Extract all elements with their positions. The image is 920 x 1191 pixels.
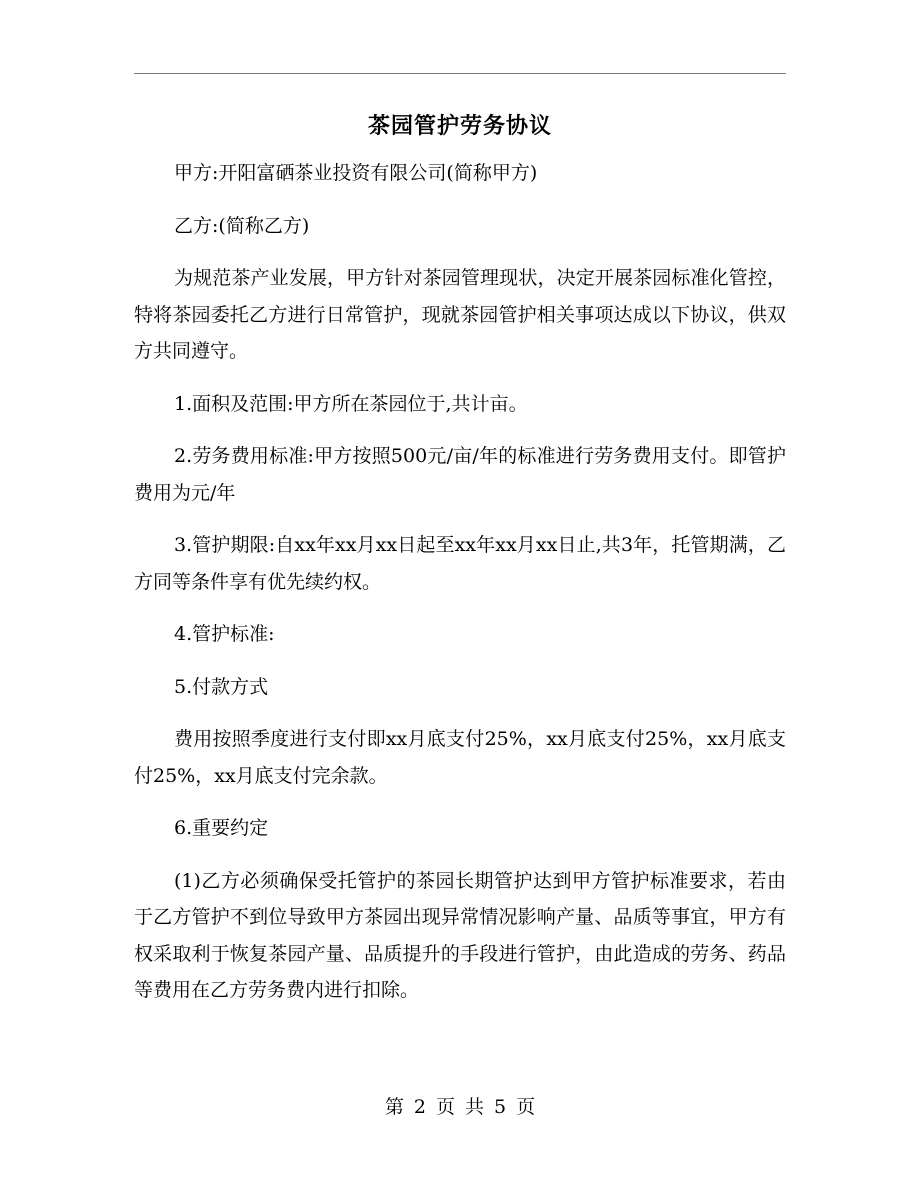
clause-5-payment: 5.付款方式 [174, 675, 269, 698]
agreement-item-1: (1)乙方必须确保受托管护的茶园长期管护达到甲方管护标准要求，若由于乙方管护不到位导致甲方茶园出现异常情况影响产量、品质等事宜，甲方有权采取利于恢复茶园产量、品质提升的手段进行管护，由此造成的劳务、药品等费用在乙方劳务费内进行扣除。 [134, 869, 786, 1001]
header-rule [134, 73, 786, 74]
preamble-paragraph: 为规范茶产业发展，甲方针对茶园管理现状，决定开展茶园标准化管控，特将茶园委托乙方进行日常管护，现就茶园管护相关事项达成以下协议，供双方共同遵守。 [134, 267, 786, 362]
clause-2-fee: 2.劳务费用标准:甲方按照500元/亩/年的标准进行劳务费用支付。即管护费用为元/年 [134, 445, 786, 504]
document-body [134, 155, 786, 1009]
clause-1-area: 1.面积及范围:甲方所在茶园位于,共计亩。 [174, 392, 528, 415]
page-number-footer: 第 2 页 共 5 页 [384, 1096, 536, 1118]
clause-3-term: 3.管护期限:自xx年xx月xx日起至xx年xx月xx日止,共3年，托管期满，乙方同等条件享有优先续约权。 [134, 534, 786, 593]
party-a-line: 甲方:开阳富硒茶业投资有限公司(简称甲方) [174, 162, 538, 184]
clause-4-standard: 4.管护标准: [174, 623, 275, 645]
payment-detail-paragraph: 费用按照季度进行支付即xx月底支付25%，xx月底支付25%，xx月底支付25%，xx月底支付完余款。 [134, 728, 786, 787]
clause-6-agreements: 6.重要约定 [174, 817, 269, 839]
party-b-line: 乙方:(简称乙方) [174, 214, 310, 237]
document-title: 茶园管护劳务协议 [367, 113, 552, 139]
